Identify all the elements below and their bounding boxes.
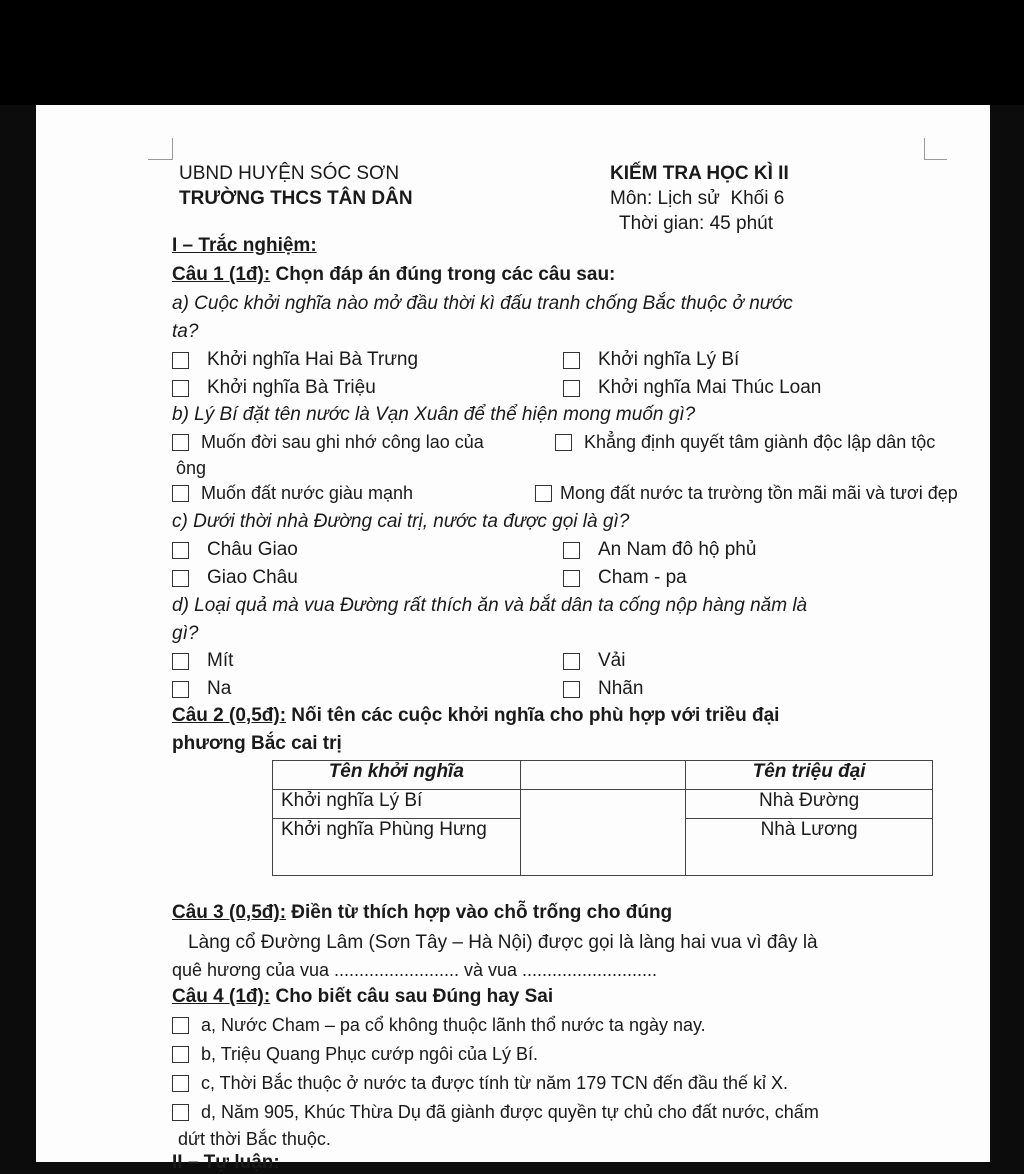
top-black-bar <box>0 0 1024 105</box>
checkbox[interactable] <box>172 434 189 451</box>
checkbox[interactable] <box>172 1075 189 1092</box>
q1d-option-1[interactable] <box>172 650 233 672</box>
subject-label: Môn: Lịch sử <box>610 188 720 209</box>
uprising-cell: Khởi nghĩa Lý Bí <box>273 790 521 819</box>
option-label: Khởi nghĩa Lý Bí <box>598 349 740 370</box>
checkbox[interactable] <box>172 380 189 397</box>
option-label: Khởi nghĩa Bà Triệu <box>207 377 376 398</box>
dynasty-cell: Nhà Đường <box>686 790 933 819</box>
q4-item-b[interactable] <box>172 1044 538 1065</box>
q4-item-d[interactable] <box>172 1102 819 1123</box>
checkbox[interactable] <box>563 380 580 397</box>
option-label: Nhãn <box>598 678 644 699</box>
q1c-option-2[interactable] <box>563 539 756 561</box>
section2-title: II – Tự luận: <box>172 1152 280 1173</box>
q1b-option-1-cont: ông <box>176 458 207 478</box>
q1c-option-4[interactable] <box>563 567 687 589</box>
checkbox[interactable] <box>172 1017 189 1034</box>
dynasty-cell: Nhà Lương <box>686 819 933 876</box>
q1b-option-1[interactable] <box>172 432 484 453</box>
exam-time: Thời gian: 45 phút <box>619 213 774 234</box>
q2-instruction-line2: phương Bắc cai trị <box>172 733 342 754</box>
checkbox[interactable] <box>535 485 552 502</box>
q1d-question-line2: gì? <box>172 623 199 644</box>
q1-instruction: Chọn đáp án đúng trong các câu sau: <box>270 264 616 285</box>
checkbox[interactable] <box>172 542 189 559</box>
statement-label: a, Nước Cham – pa cổ không thuộc lãnh thổ nước ta ngày nay. <box>201 1015 706 1035</box>
checkbox[interactable] <box>172 485 189 502</box>
crop-mark-right <box>924 138 947 160</box>
checkbox[interactable] <box>172 570 189 587</box>
q2-label: Câu 2 (0,5đ): <box>172 705 287 726</box>
checkbox[interactable] <box>563 352 580 369</box>
q1a-question-line1: a) Cuộc khởi nghĩa nào mở đầu thời kì đấu tranh chống Bắc thuộc ở nước <box>172 293 793 314</box>
q1d-option-2[interactable] <box>563 650 625 672</box>
option-label: An Nam đô hộ phủ <box>598 539 757 560</box>
grade-label: Khối 6 <box>730 188 785 209</box>
q1b-option-2[interactable] <box>555 432 935 453</box>
table-header-middle <box>520 761 686 790</box>
option-label: Mít <box>207 650 234 671</box>
table-row <box>273 790 933 819</box>
q4-instruction: Cho biết câu sau Đúng hay Sai <box>270 986 554 1007</box>
q1a-option-1[interactable] <box>172 349 418 371</box>
checkbox[interactable] <box>172 1104 189 1121</box>
option-label: Muốn đất nước giàu mạnh <box>201 483 413 503</box>
option-label: Khởi nghĩa Hai Bà Trưng <box>207 349 419 370</box>
q3-instruction: Điền từ thích hợp vào chỗ trống cho đúng <box>286 902 673 923</box>
q1b-question: b) Lý Bí đặt tên nước là Vạn Xuân để thể hiện mong muốn gì? <box>172 404 696 425</box>
school-name: TRƯỜNG THCS TÂN DÂN <box>179 188 413 209</box>
option-label: Khởi nghĩa Mai Thúc Loan <box>598 377 822 398</box>
exam-title: KIẾM TRA HỌC KÌ II <box>610 163 789 184</box>
q1a-option-2[interactable] <box>563 349 739 371</box>
checkbox[interactable] <box>555 434 572 451</box>
option-label: Na <box>207 678 232 699</box>
q1c-option-3[interactable] <box>172 567 298 589</box>
exam-subject <box>610 188 784 210</box>
checkbox[interactable] <box>563 570 580 587</box>
q1c-question: c) Dưới thời nhà Đường cai trị, nước ta được gọi là gì? <box>172 511 630 532</box>
checkbox[interactable] <box>172 681 189 698</box>
document-page <box>36 105 990 1173</box>
q2-instruction-line1: Nối tên các cuộc khởi nghĩa cho phù hợp với triều đại <box>286 705 780 726</box>
uprising-cell: Khởi nghĩa Phùng Hưng <box>273 819 521 876</box>
checkbox[interactable] <box>563 681 580 698</box>
table-header-right: Tên triệu đại <box>686 761 933 790</box>
q1b-option-3[interactable] <box>172 483 413 504</box>
q2-heading <box>172 705 779 727</box>
statement-label: c, Thời Bắc thuộc ở nước ta được tính từ năm 179 TCN đến đầu thế kỉ X. <box>201 1073 788 1093</box>
q3-heading <box>172 902 672 924</box>
statement-label: d, Năm 905, Khúc Thừa Dụ đã giành được quyền tự chủ cho đất nước, chấm <box>201 1102 819 1122</box>
q1a-option-4[interactable] <box>563 377 821 399</box>
q4-item-d-cont: dứt thời Bắc thuộc. <box>178 1129 331 1149</box>
option-label: Vải <box>598 650 626 671</box>
crop-mark-left <box>148 138 173 160</box>
matching-space[interactable] <box>520 790 686 876</box>
q4-heading <box>172 986 553 1008</box>
q3-label: Câu 3 (0,5đ): <box>172 902 287 923</box>
statement-label: b, Triệu Quang Phục cướp ngôi của Lý Bí. <box>201 1044 539 1064</box>
option-label: Châu Giao <box>207 539 298 560</box>
checkbox[interactable] <box>172 352 189 369</box>
q1-label: Câu 1 (1đ): <box>172 264 271 285</box>
checkbox[interactable] <box>563 542 580 559</box>
q1-heading <box>172 264 615 286</box>
q1d-option-3[interactable] <box>172 678 231 700</box>
q1b-option-4[interactable] <box>535 483 958 504</box>
table-header-left: Tên khởi nghĩa <box>273 761 521 790</box>
option-label: Khẳng định quyết tâm giành độc lập dân tộc <box>584 432 936 452</box>
q3-line2[interactable]: quê hương của vua ......................... và vua ........................... <box>172 960 658 980</box>
q1c-option-1[interactable] <box>172 539 298 561</box>
q4-item-a[interactable] <box>172 1015 706 1036</box>
district-name: UBND HUYỆN SÓC SƠN <box>179 163 400 184</box>
q1d-option-4[interactable] <box>563 678 643 700</box>
q1d-question-line1: d) Loại quả mà vua Đường rất thích ăn và bắt dân ta cống nộp hàng năm là <box>172 595 808 616</box>
option-label: Cham - pa <box>598 567 687 588</box>
option-label: Muốn đời sau ghi nhớ công lao của <box>201 432 484 452</box>
matching-table <box>272 760 933 876</box>
table-header-row <box>273 761 933 790</box>
option-label: Giao Châu <box>207 567 298 588</box>
section1-title: I – Trắc nghiệm: <box>172 235 317 256</box>
q3-line1: Làng cổ Đường Lâm (Sơn Tây – Hà Nội) được gọi là làng hai vua vì đây là <box>188 932 818 953</box>
checkbox[interactable] <box>172 653 189 670</box>
checkbox[interactable] <box>563 653 580 670</box>
option-label: Mong đất nước ta trường tồn mãi mãi và tươi đẹp <box>560 483 958 503</box>
checkbox[interactable] <box>172 1046 189 1063</box>
q4-item-c[interactable] <box>172 1073 788 1094</box>
q1a-question-line2: ta? <box>172 321 199 342</box>
q4-label: Câu 4 (1đ): <box>172 986 271 1007</box>
q1a-option-3[interactable] <box>172 377 376 399</box>
